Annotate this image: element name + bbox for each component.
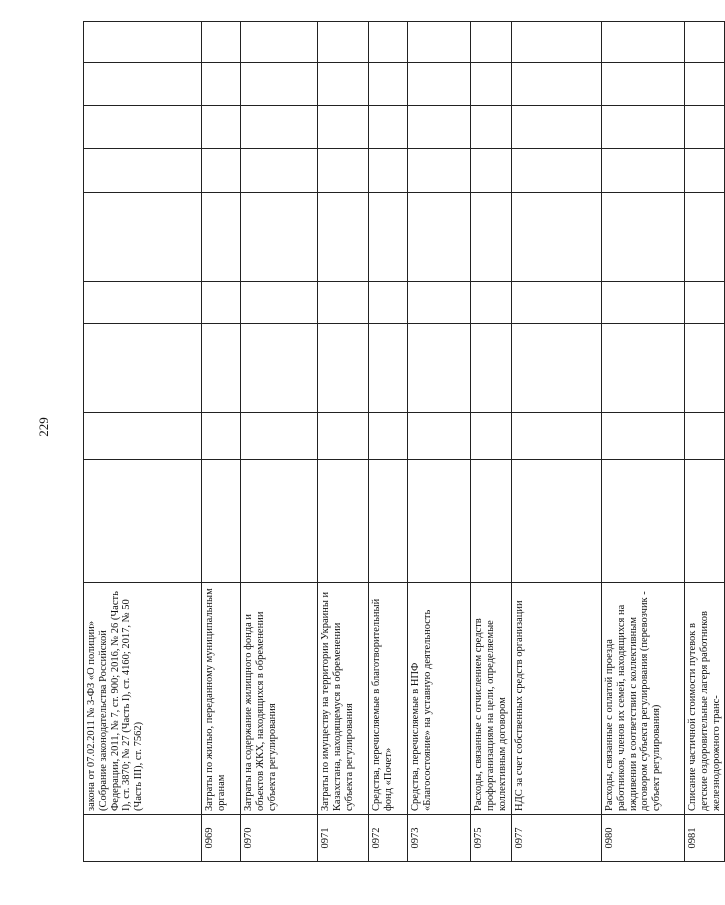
table-row xyxy=(202,22,241,862)
empty-cell xyxy=(602,324,685,413)
empty-cell xyxy=(471,106,512,149)
empty-cell xyxy=(318,460,369,583)
empty-cell xyxy=(84,282,202,324)
empty-cell xyxy=(84,193,202,282)
row-code: 0971 xyxy=(318,815,369,862)
empty-cell xyxy=(241,106,318,149)
page-number: 229 xyxy=(36,417,51,437)
empty-cell xyxy=(408,193,471,282)
empty-cell xyxy=(241,324,318,413)
table-row xyxy=(369,22,408,862)
row-code: 0975 xyxy=(471,815,512,862)
empty-cell xyxy=(471,324,512,413)
empty-cell xyxy=(202,106,241,149)
row-code: 0980 xyxy=(602,815,685,862)
empty-cell xyxy=(408,149,471,193)
empty-cell xyxy=(602,193,685,282)
empty-cell xyxy=(512,282,602,324)
rotated-page-content xyxy=(0,1,722,905)
empty-cell xyxy=(318,149,369,193)
costs-table xyxy=(83,21,725,862)
empty-cell xyxy=(202,149,241,193)
empty-cell xyxy=(471,193,512,282)
empty-cell xyxy=(241,282,318,324)
row-description: Списание частичной стоимости путевок в детские оздоровительные лагеря работников железнодорожного транс- xyxy=(685,583,725,815)
row-description: Затраты по жилью, переданному муниципальным органам xyxy=(202,583,241,815)
empty-cell xyxy=(512,193,602,282)
empty-cell xyxy=(602,106,685,149)
empty-cell xyxy=(512,324,602,413)
empty-cell xyxy=(471,282,512,324)
row-description: Средства, перечисляемые в НПФ «Благосостояние» на уставную деятельность xyxy=(408,583,471,815)
empty-cell xyxy=(408,413,471,460)
empty-cell xyxy=(408,22,471,63)
empty-cell xyxy=(408,106,471,149)
empty-cell xyxy=(602,413,685,460)
row-description: Средства, перечисляемые в благотворительный фонд «Почет» xyxy=(369,583,408,815)
empty-cell xyxy=(241,460,318,583)
empty-cell xyxy=(512,460,602,583)
empty-cell xyxy=(202,460,241,583)
empty-cell xyxy=(685,63,725,106)
empty-cell xyxy=(84,106,202,149)
table-row xyxy=(408,22,471,862)
table-row xyxy=(84,22,202,862)
empty-cell xyxy=(369,413,408,460)
empty-cell xyxy=(408,63,471,106)
empty-cell xyxy=(202,413,241,460)
empty-cell xyxy=(685,149,725,193)
empty-cell xyxy=(369,460,408,583)
empty-cell xyxy=(369,63,408,106)
empty-cell xyxy=(602,282,685,324)
empty-cell xyxy=(512,106,602,149)
empty-cell xyxy=(602,22,685,63)
table-row xyxy=(685,22,725,862)
empty-cell xyxy=(84,324,202,413)
table-row xyxy=(512,22,602,862)
empty-cell xyxy=(512,63,602,106)
empty-cell xyxy=(512,149,602,193)
empty-cell xyxy=(241,63,318,106)
empty-cell xyxy=(512,413,602,460)
empty-cell xyxy=(471,149,512,193)
row-code: 0977 xyxy=(512,815,602,862)
empty-cell xyxy=(318,282,369,324)
row-code: 0981 xyxy=(685,815,725,862)
empty-cell xyxy=(369,324,408,413)
empty-cell xyxy=(685,460,725,583)
empty-cell xyxy=(408,324,471,413)
row-code xyxy=(84,815,202,862)
empty-cell xyxy=(602,63,685,106)
row-description: закона от 07.02.2011 № 3-ФЗ «О полиции» (Собрание законодательства Российской Федерации, 2011, № 7, ст. 900; 2016, № 26 (Часть I), ст. 3870; № 27 (Часть I), ст. 4160; 2017, № 50 (Часть III), ст. 7562) xyxy=(84,583,202,815)
empty-cell xyxy=(512,22,602,63)
empty-cell xyxy=(84,413,202,460)
empty-cell xyxy=(471,63,512,106)
empty-cell xyxy=(202,193,241,282)
empty-cell xyxy=(602,460,685,583)
empty-cell xyxy=(685,324,725,413)
row-description: НДС за счет собственных средств организации xyxy=(512,583,602,815)
empty-cell xyxy=(241,413,318,460)
empty-cell xyxy=(84,460,202,583)
table-row xyxy=(602,22,685,862)
empty-cell xyxy=(202,22,241,63)
empty-cell xyxy=(84,63,202,106)
empty-cell xyxy=(318,324,369,413)
row-description: Затраты по имуществу на территории Украины и Казахстана, находящемуся в обременении субъекта регулирования xyxy=(318,583,369,815)
empty-cell xyxy=(369,22,408,63)
empty-cell xyxy=(318,413,369,460)
empty-cell xyxy=(602,149,685,193)
empty-cell xyxy=(318,106,369,149)
empty-cell xyxy=(369,106,408,149)
table-row xyxy=(471,22,512,862)
empty-cell xyxy=(408,282,471,324)
empty-cell xyxy=(685,282,725,324)
row-description: Расходы, связанные с оплатой проезда работников, членов их семей, находящихся на иждивении в соответствии с коллективным договором субъекта регулирования (перевозчик - субъект регулирования) xyxy=(602,583,685,815)
empty-cell xyxy=(241,22,318,63)
table-row xyxy=(318,22,369,862)
empty-cell xyxy=(369,193,408,282)
empty-cell xyxy=(685,193,725,282)
empty-cell xyxy=(685,22,725,63)
empty-cell xyxy=(84,22,202,63)
row-description: Затраты на содержание жилищного фонда и объектов ЖКХ, находящихся в обременении субъекта регулирования xyxy=(241,583,318,815)
row-code: 0969 xyxy=(202,815,241,862)
row-description: Расходы, связанные с отчислением средств профорганизациям на цели, определяемые коллективным договором xyxy=(471,583,512,815)
empty-cell xyxy=(202,63,241,106)
empty-cell xyxy=(318,193,369,282)
empty-cell xyxy=(318,22,369,63)
empty-cell xyxy=(318,63,369,106)
empty-cell xyxy=(408,460,471,583)
empty-cell xyxy=(241,149,318,193)
table-row xyxy=(241,22,318,862)
empty-cell xyxy=(202,282,241,324)
empty-cell xyxy=(241,193,318,282)
row-code: 0972 xyxy=(369,815,408,862)
row-code: 0970 xyxy=(241,815,318,862)
empty-cell xyxy=(685,413,725,460)
empty-cell xyxy=(685,106,725,149)
row-code: 0973 xyxy=(408,815,471,862)
empty-cell xyxy=(471,413,512,460)
empty-cell xyxy=(471,460,512,583)
empty-cell xyxy=(369,149,408,193)
empty-cell xyxy=(369,282,408,324)
empty-cell xyxy=(202,324,241,413)
empty-cell xyxy=(84,149,202,193)
empty-cell xyxy=(471,22,512,63)
